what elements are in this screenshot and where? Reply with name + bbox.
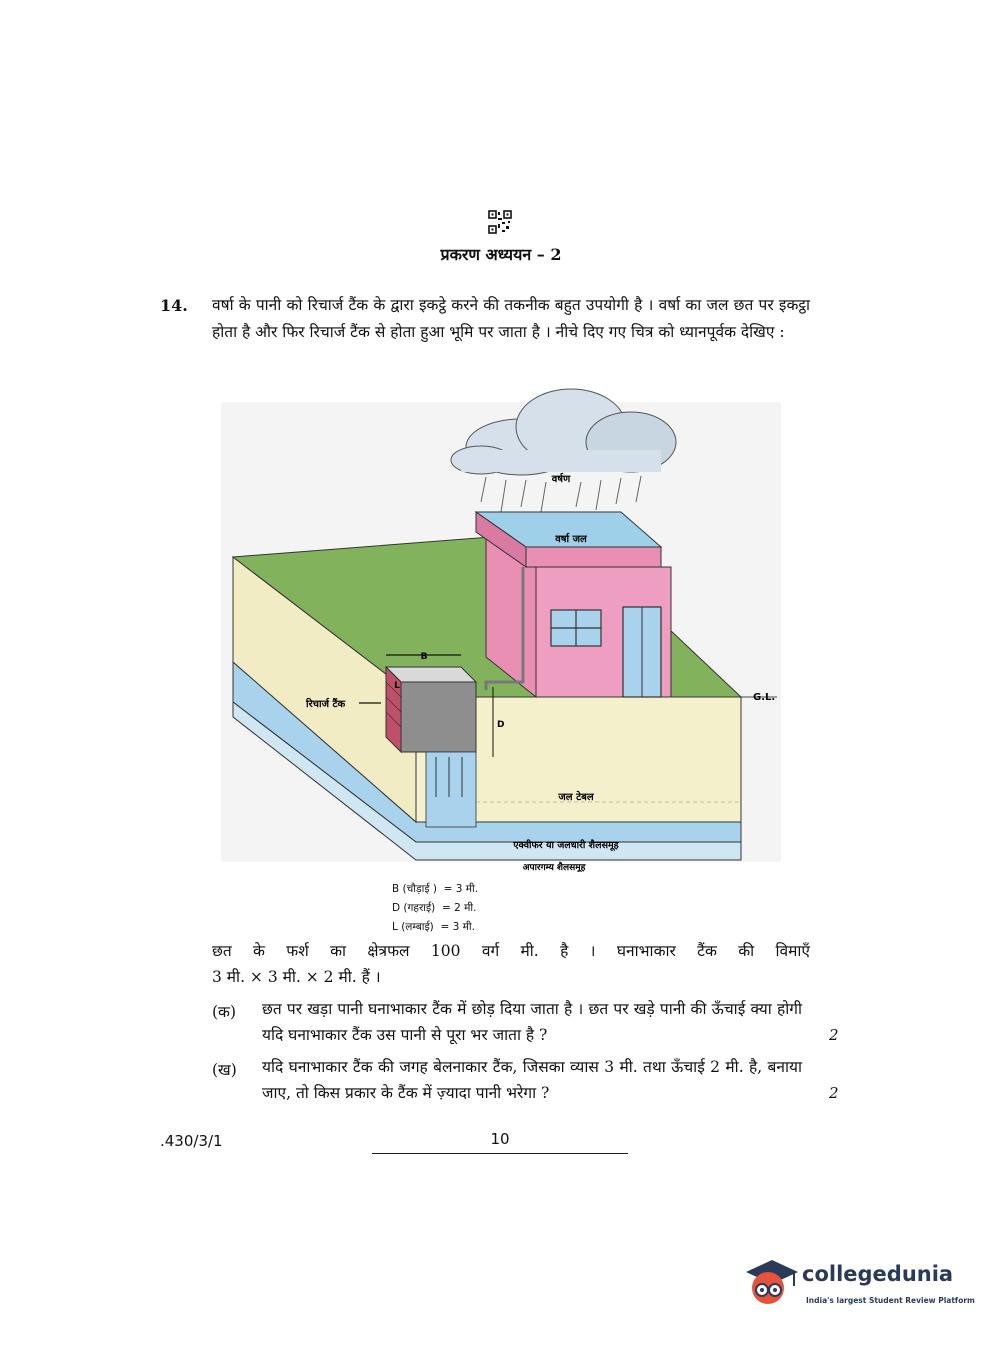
window-icon (551, 610, 601, 646)
question-statement (212, 938, 810, 990)
cloud-icon (451, 389, 676, 475)
statement-line-1: छत के फर्श का क्षेत्रफल 100 वर्ग मी. है । घनाभाकार टैंक की विमाएँ (212, 942, 810, 960)
b-label: B (420, 652, 428, 662)
rainwater-harvesting-figure (221, 372, 781, 872)
dimension-list (392, 880, 478, 937)
brand-tagline: India's largest Student Review Platform (806, 1296, 975, 1305)
question-number: 14. (160, 296, 188, 315)
dimension-depth: D (गहराई) = 2 मी. (392, 902, 477, 914)
part-b-marks: 2 (829, 1084, 839, 1102)
dimension-breadth: B (चौड़ाई ) = 3 मी. (392, 883, 479, 895)
water-table-label: जल टेबल (558, 792, 594, 803)
part-b-label: (ख) (212, 1061, 237, 1079)
part-a-label: (क) (212, 1003, 236, 1021)
brand-name: collegedunia (802, 1262, 954, 1286)
aquifer-label: एक्वीफर या जलधारी शैलसमूह (513, 840, 619, 851)
collegedunia-logo-icon (742, 1254, 800, 1310)
l-label: L (394, 681, 400, 691)
part-a-marks: 2 (829, 1026, 839, 1044)
part-b-text: यदि घनाभाकार टैंक की जगह बेलनाकार टैंक, जिसका व्यास 3 मी. तथा ऊँचाई 2 मी. है, बनाया जाए, तो किस प्रकार के टैंक में ज़्यादा पानी भरेगा ? (262, 1058, 802, 1102)
rainwater-label: वर्षा जल (555, 534, 587, 545)
part-a-text: छत पर खड़ा पानी घनाभाकार टैंक में छोड़ दिया जाता है । छत पर खड़े पानी की ऊँचाई क्या होगी यदि घनाभाकार टैंक उस पानी से पूरा भर जाता है ? (262, 1000, 802, 1044)
question-intro: वर्षा के पानी को रिचार्ज टैंक के द्वारा इकट्ठे करने की तकनीक बहुत उपयोगी है । वर्षा का जल छत पर इकट्ठा होता है और फिर रिचार्ज टैंक से होता हुआ भूमि पर जाता है । नीचे दिए गए चित्र को ध्यानपूर्वक देखिए : (212, 296, 810, 341)
rain-label: वर्षण (551, 474, 571, 485)
dimension-length: L (लम्बाई) = 3 मी. (392, 921, 475, 933)
paper-code: .430/3/1 (160, 1132, 223, 1150)
section-heading: प्रकरण अध्ययन – 2 (440, 245, 562, 264)
statement-line-2: 3 मी. × 3 मी. × 2 मी. हैं । (212, 968, 381, 986)
ground-level-label: G.L. (753, 692, 776, 703)
impermeable-rock-label: अपारगम्य शैलसमूह (522, 863, 586, 872)
page-divider (372, 1153, 628, 1154)
qr-code-icon (488, 210, 512, 234)
recharge-tank-label: रिचार्ज टैंक (306, 699, 346, 710)
d-label: D (497, 720, 505, 730)
page-number: 10 (490, 1130, 510, 1148)
tank-filter-media (401, 682, 476, 752)
